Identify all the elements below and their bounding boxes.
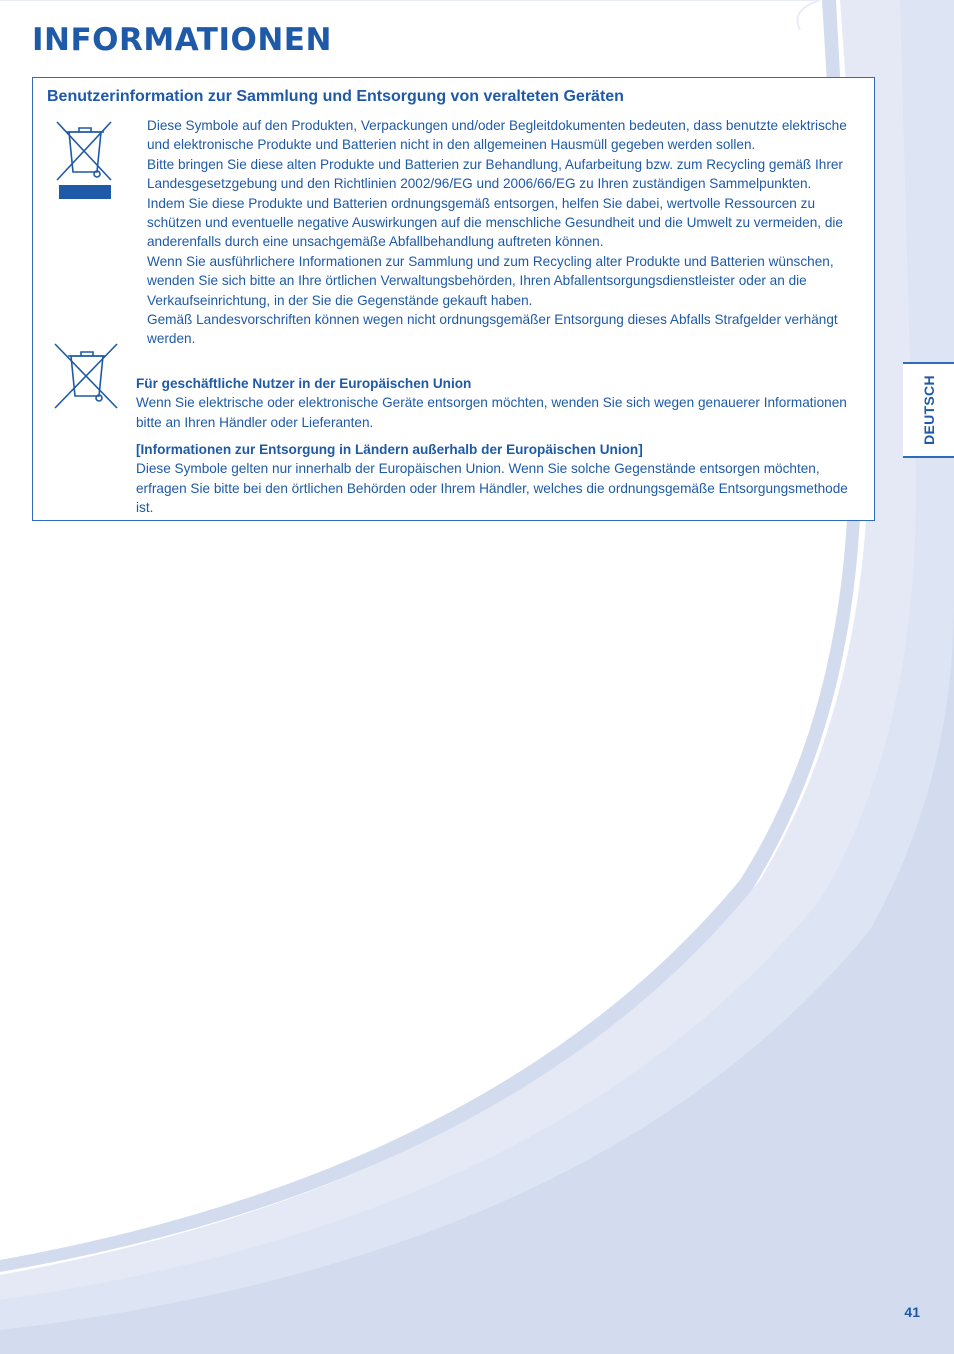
box-heading: Benutzerinformation zur Sammlung und Entsorgung von veralteten Geräten: [47, 88, 624, 105]
page-number: 41: [904, 1304, 920, 1320]
paragraph: Bitte bringen Sie diese alten Produkte und Batterien zur Behandlung, Aufarbeitung bzw. zum Recycling gemäß Ihrer Landesgesetzgebung und den Richtlinien 2002/96/EG und 2006/66/EG zu Ihren zuständigen Sammelpunkten.: [147, 156, 843, 192]
crossed-out-wheelie-bin-with-bar-icon: [55, 118, 115, 202]
crossed-out-wheelie-bin-icon: [53, 342, 119, 410]
section-text: Wenn Sie elektrische oder elektronische Geräte entsorgen möchten, wenden Sie sich wegen genauerer Informationen bitte an Ihren Händler oder Lieferanten.: [136, 395, 847, 430]
disposal-info-box: [32, 77, 875, 521]
page-title: INFORMATIONEN: [32, 22, 332, 58]
section-text: Diese Symbole gelten nur innerhalb der Europäischen Union. Wenn Sie solche Gegenstände entsorgen möchten, erfragen Sie bitte bei den örtlichen Behörden oder Ihrem Händler, welches die ordnungsgemäße Entsorgungsmethode ist.: [136, 461, 848, 516]
paragraph: Wenn Sie ausführlichere Informationen zur Sammlung und zum Recycling alter Produkte und Batterien wünschen, wenden Sie sich bitte an Ihre örtlichen Verwaltungsbehörden, Ihren Abfallentsorgungsdienstleister oder an die Verkaufseinrichtung, in der Sie die Gegenstände gekauft haben.: [147, 253, 834, 308]
paragraph: Gemäß Landesvorschriften können wegen nicht ordnungsgemäßer Entsorgung dieses Abfalls Strafgelder verhängt werden.: [147, 312, 838, 347]
language-tab: [903, 362, 954, 458]
section-title: Für geschäftliche Nutzer in der Europäischen Union: [136, 376, 472, 391]
language-tab-label: DEUTSCH: [920, 375, 937, 445]
outside-eu-section: [136, 440, 866, 518]
main-text-block: [147, 116, 869, 349]
section-title: [Informationen zur Entsorgung in Ländern außerhalb der Europäischen Union]: [136, 442, 643, 457]
paragraph: Diese Symbole auf den Produkten, Verpackungen und/oder Begleitdokumenten bedeuten, dass benutzte elektrische und elektronische Produkte und Batterien nicht in den allgemeinen Hausmüll gegeben werden sollen.: [147, 118, 847, 153]
paragraph: Indem Sie diese Produkte und Batterien ordnungsgemäß entsorgen, helfen Sie dabei, wertvolle Ressourcen zu schützen und eventuelle negative Auswirkungen auf die menschliche Gesundheit und die Umwelt zu vermeiden, die anderenfalls durch eine unsachgemäße Abfallbehandlung auftreten können.: [147, 195, 843, 250]
business-users-section: [136, 374, 866, 432]
